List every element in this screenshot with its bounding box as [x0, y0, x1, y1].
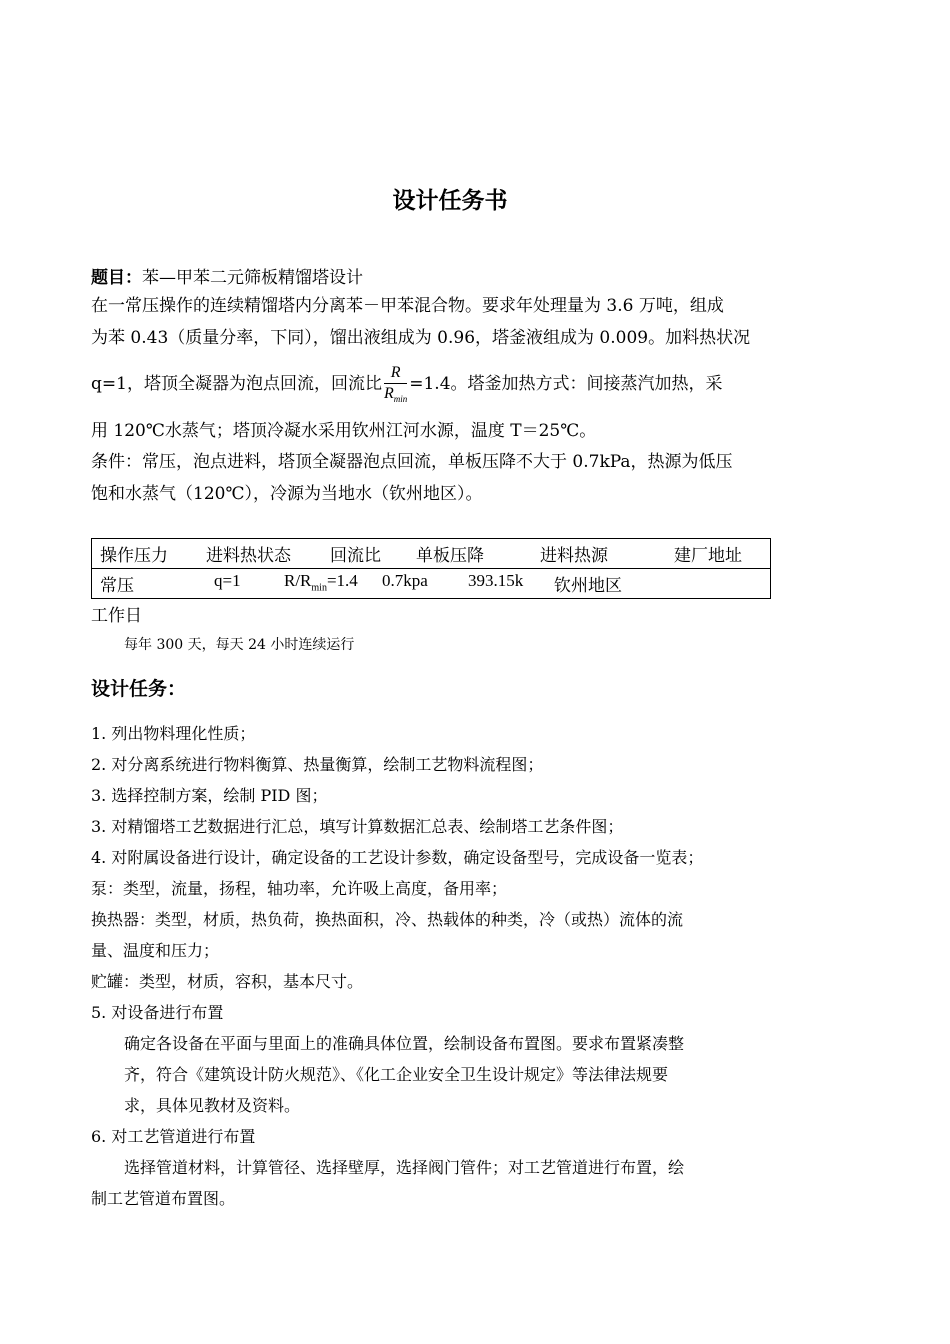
table-cell-reflux: $R/R_{min}=1.4$ [284, 571, 358, 594]
list-item: 5. 对设备进行布置 [91, 1003, 224, 1022]
intro-line-3b: =1.4。塔釜加热方式：间接蒸汽加热，采 [409, 374, 723, 394]
table-header-cell: 单板压降 [416, 546, 484, 566]
conditions-line-2: 饱和水蒸气（120℃），冷源为当地水（钦州地区）。 [91, 484, 483, 504]
list-item: 1. 列出物料理化性质； [91, 724, 256, 743]
intro-line-1: 在一常压操作的连续精馏塔内分离苯－甲苯混合物。要求年处理量为 3.6 万吨，组成 [91, 296, 724, 316]
table-cell-pressure: 常压 [100, 576, 134, 595]
list-item: 4. 对附属设备进行设计，确定设备的工艺设计参数，确定设备型号，完成设备一览表； [91, 848, 704, 867]
intro-line-2: 为苯 0.43（质量分率，下同），馏出液组成为 0.96，塔釜液组成为 0.009。加料热状况 [91, 328, 751, 348]
conditions-line-1: 条件：常压，泡点进料，塔顶全凝器泡点回流，单板压降不大于 0.7kPa，热源为低压 [91, 452, 733, 472]
intro-line-4-block [91, 415, 807, 447]
intro-line-4: 用 120℃水蒸气；塔顶冷凝水采用钦州江河水源，温度 T＝25℃。 [91, 421, 597, 441]
reflux-ratio-fraction [384, 365, 407, 404]
table-cell-location: 钦州地区 [554, 576, 622, 595]
list-item: 6. 对工艺管道进行布置 [91, 1127, 256, 1146]
list-item: 选择管道材料，计算管径、选择壁厚，选择阀门管件；对工艺管道进行布置，绘 [124, 1158, 685, 1177]
topic-text: 苯—甲苯二元筛板精馏塔设计 [142, 268, 363, 288]
list-item: 3. 对精馏塔工艺数据进行汇总，填写计算数据汇总表、绘制塔工艺条件图； [91, 817, 624, 836]
list-item: 齐，符合《建筑设计防火规范》、《化工企业安全卫生设计规定》等法律法规要 [124, 1065, 669, 1084]
conditions-paragraph [91, 446, 807, 510]
table-header-row [92, 539, 771, 569]
list-item: 求，具体见教材及资料。 [124, 1096, 301, 1115]
workday-label: 工作日 [91, 606, 142, 626]
workday-value: 每年 300 天，每天 24 小时连续运行 [124, 637, 355, 653]
table-header-cell: 进料热源 [540, 546, 608, 566]
table-cell-pressure-drop: 0.7kpa [382, 571, 428, 590]
fraction-denominator-sub: min [393, 394, 408, 405]
tasks-heading: 设计任务： [91, 678, 187, 700]
list-item: 制工艺管道布置图。 [91, 1189, 236, 1208]
table-cell-feed-state: q=1 [214, 571, 241, 590]
parameters-table [91, 538, 771, 599]
list-item: 换热器：类型，材质，热负荷，换热面积，冷、热载体的种类，冷（或热）流体的流 [91, 910, 684, 929]
list-item: 确定各设备在平面与里面上的准确具体位置，绘制设备布置图。要求布置紧凑整 [124, 1034, 685, 1053]
fraction-denominator: R [383, 384, 394, 402]
page-title: 设计任务书 [392, 188, 508, 214]
list-item: 3. 选择控制方案，绘制 PID 图； [91, 786, 328, 805]
list-item: 2. 对分离系统进行物料衡算、热量衡算，绘制工艺物料流程图； [91, 755, 544, 774]
list-item: 泵：类型，流量，扬程，轴功率，允许吸上高度，备用率； [91, 879, 508, 898]
intro-paragraph [91, 290, 807, 354]
intro-reflux-line [91, 362, 807, 406]
table-header-cell: 进料热状态 [206, 546, 291, 566]
fraction-numerator: R [384, 365, 407, 384]
table-row [92, 569, 771, 599]
list-item: 贮罐：类型，材质，容积，基本尺寸。 [91, 972, 364, 991]
list-item: 量、温度和压力； [91, 941, 220, 960]
intro-line-3a: q=1，塔顶全凝器为泡点回流，回流比 [91, 374, 382, 394]
table-header-cell: 回流比 [330, 546, 381, 566]
workday-label-block [91, 600, 807, 632]
topic-label: 题目： [91, 268, 142, 288]
table-header-cell: 操作压力 [100, 546, 168, 566]
table-cell-heat-source: 393.15k [468, 571, 524, 590]
table-header-cell: 建厂地址 [674, 546, 742, 566]
